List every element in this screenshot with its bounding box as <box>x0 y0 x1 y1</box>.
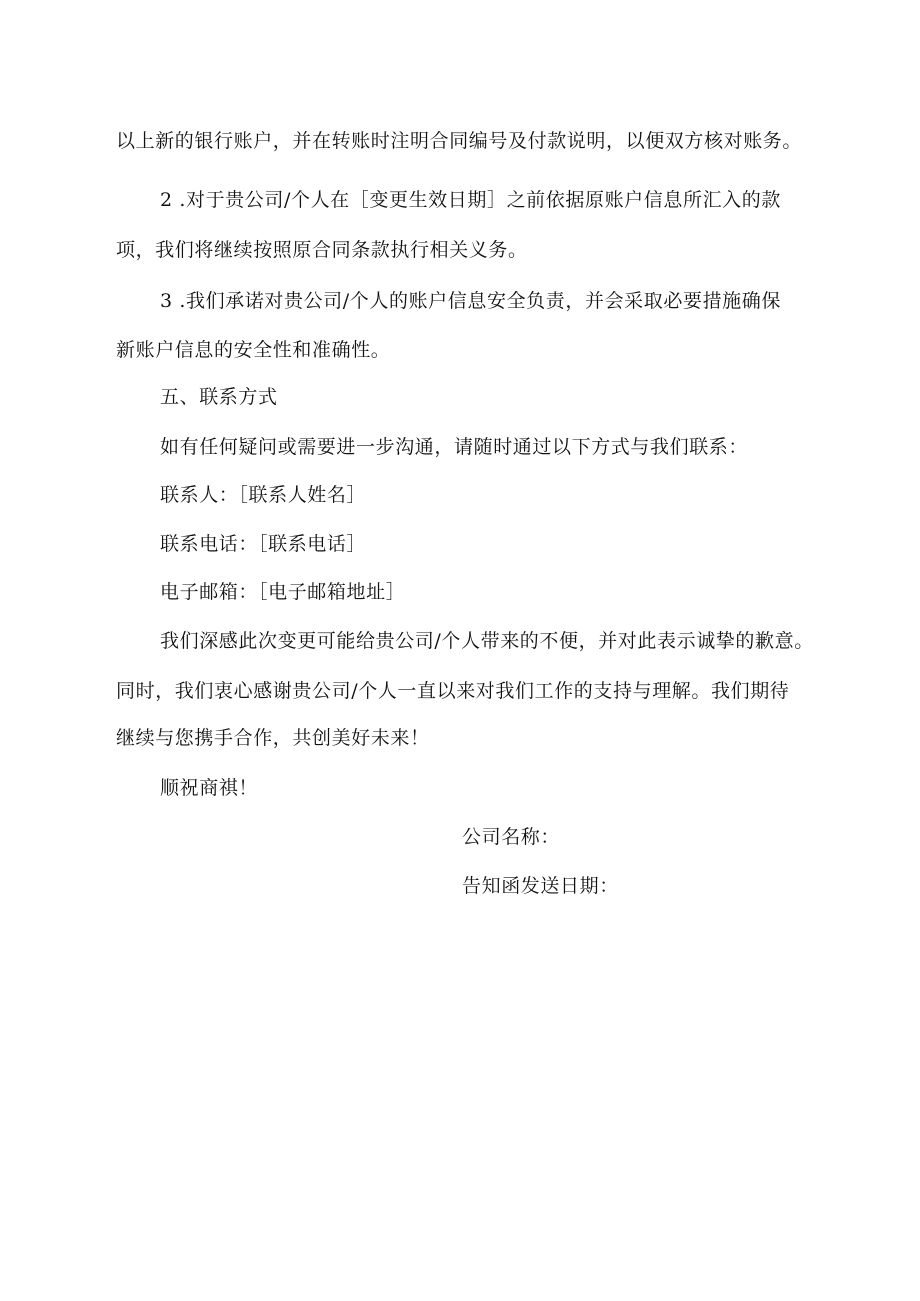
item-2-line-1: 2 .对于贵公司/个人在［变更生效日期］之前依据原账户信息所汇入的款 <box>160 189 781 211</box>
salutation: 顺祝商祺！ <box>160 777 259 799</box>
contact-email: 电子邮箱：［电子邮箱地址］ <box>160 581 406 603</box>
notice-date-label: 告知函发送日期： <box>462 875 619 897</box>
closing-line-3: 继续与您携手合作，共创美好未来！ <box>116 727 430 749</box>
item-2-line-2: 项，我们将继续按照原合同条款执行相关义务。 <box>116 239 528 261</box>
paragraph-account-note: 以上新的银行账户，并在转账时注明合同编号及付款说明，以便双方核对账务。 <box>116 130 803 152</box>
contact-person: 联系人：［联系人姓名］ <box>160 484 367 506</box>
contact-phone: 联系电话：［联系电话］ <box>160 533 367 555</box>
company-name-label: 公司名称： <box>462 826 561 848</box>
closing-line-1: 我们深感此次变更可能给贵公司/个人带来的不便，并对此表示诚挚的歉意。 <box>160 630 814 652</box>
item-3-line-2: 新账户信息的安全性和准确性。 <box>116 339 391 361</box>
closing-line-2: 同时，我们衷心感谢贵公司/个人一直以来对我们工作的支持与理解。我们期待 <box>116 680 790 702</box>
section-heading-contact: 五、联系方式 <box>160 386 278 408</box>
contact-intro: 如有任何疑问或需要进一步沟通，请随时通过以下方式与我们联系： <box>160 436 749 458</box>
item-3-line-1: 3 .我们承诺对贵公司/个人的账户信息安全负责，并会采取必要措施确保 <box>160 290 781 312</box>
